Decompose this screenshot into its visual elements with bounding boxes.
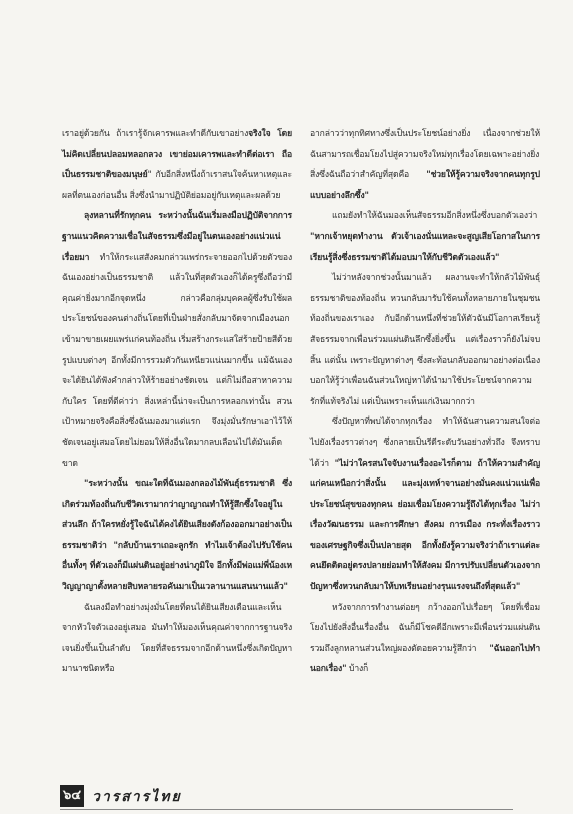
body-text: อากล่าวว่าทุกทิศทางซึ่งเป็นประโยชน์อย่างยิ่ง เนื่องจากช่วยให้ฉันสามารถเชื่อมโยงไปสู่ความจริงใหม่ทุกเรื่องโดยเฉพาะอย่างยิ่งสิ่งซึ่งฉันถือว่าสำคัญที่สุดคือ — [310, 129, 540, 181]
paragraph — [310, 598, 540, 680]
paragraph — [310, 268, 540, 412]
body-text: ทำให้กระแสสังคมกล่าวแพร่กระจายออกไปด้วยตัวของฉันเองอย่างเป็นธรรมชาติ แล้วในที่สุดตัวเองก็ได้ครูซึ่งถือว่ามีคุณค่ายิ่งมากอีกจุดหนึ่ง กล่าวคือกลุ่มบุคคลผู้ซึ่งรับใช้ผลประโยชน์ของคนต่างถิ่นโดยที่เป็นฝ่ายสั่งกลับมาจัดจากเมืองนอกเข้ามาขายเผยแพร่แก่คนท้องถิ่น เริ่มสร้างกระแสใส่ร้ายป้ายสีด้วยรูปแบบต่างๆ อีกทั้งมีการรวมตัวกันเหนียวแน่นมากขึ้น แม้ฉันเองจะได้ยินได้ฟังคำกล่าวให้ร้ายอย่างชัดเจน แต่ก็ไม่ถือสาหาความกับใคร โดยที่ตีค่าว่า สิ่งเหล่านี้น่าจะเป็นการหลอกเท่านั้น สวนเป้าหมายจริงคือสิ่งซึ่งฉันมองมาแต่แรก จึงมุ่งมั่นรักษาเอาไว้ให้ชัดเจนอยู่เสมอโดยไม่ยอมให้สิ่งอื่นใดมากลบเลือนไปได้มันเด็ดขาด — [62, 252, 292, 469]
bold-text: "ไม่ว่าใครสนใจจับงานเรื่องอะไรก็ตาม ถ้าให้ความสำคัญแก่คนเหนือกว่าสิ่งนั้น และมุ่งเทห์าจานอย่างมั่นคงแน่วแน่เพื่อประโยชน์สุขของทุกคน ย่อมเชื่อมโยงความรู้ถึงได้ทุกเรื่อง ไม่ว่าเรื่องวัฒนธรรม และการศึกษา สังคม การเมือง กระทั่งเรื่องราวของเศรษฐกิจซึ่งเป็นปลายสุด อีกทั้งยังรู้ความจริงว่าถ้าเราแต่ละคนยึดติดอยู่ตรงปลายย่อมทำให้สังคม มีการปรับเปลี่ยนตัวเองจากปัญหาซึ่งหวนกลับมาให้บทเรียนอย่างรุนแรงจนถึงที่สุดแล้ว" — [310, 458, 540, 593]
body-text: เราอยู่ด้วยกัน ถ้าเรารู้จักเคารพและทำดีกับเขาอย่าง — [62, 129, 249, 139]
paragraph — [310, 124, 540, 206]
body-text: ไม่ว่าหลังจากช่วงนั้นมาแล้ว ผลงานจะทำให้กลัวไม้พันธุ์ธรรมชาติของท้องถิ่น หวนกลับมารับใช้คนทั้งหลายภายในชุมชนท้องถิ่นของเราเอง กับอีกด้านหนึ่งที่ช่วยให้ตัวฉันมีโอกาสเรียนรู้สัจธรรมจากเพื่อนร่วมแผ่นดินลึกซึ้งยิ่งขึ้น แต่เรื่องราวก็ยังไม่จบสิ้น แต่นั้น เพราะปัญหาต่างๆ ซึ่งสะท้อนกลับออกมาอย่างต่อเนื่อง บอกให้รู้ว่าเพื่อนฉันส่วนใหญ่หาได้นำมาใช้ประโยชน์จากความรักที่แท้จริงไม่ แต่เป็นเพราะเห็นแก่เงินมากกว่า — [310, 273, 540, 407]
paragraph — [62, 474, 292, 598]
body-text: ฉันลงมือทำอย่างมุ่งมั่นโดยที่ตนได้ยินเสียงเตือนและเห็นจากหัวใจตัวเองอยู่เสมอ มันทำให้มองเห็นคุณค่าจากการฐานจริงเจนยิ่งขึ้นเป็นลำดับ โดยที่สัจธรรมจากอีกด้านหนึ่งซึ่งเกิดปัญหามานาชนิดหรือ — [62, 602, 292, 675]
paragraph — [62, 206, 292, 474]
body-text: " กับอีกสิ่งหนึ่งถ้าเราสนใจค้นหาเหตุและผลที่ตนเองก่อนอื่น สิ่งซึ่งนำมาปฏิบัติย่อมอยู่กับเหตุและผลด้วย — [62, 170, 292, 201]
page-footer — [0, 768, 573, 814]
body-text: หวังจากการทำงานต่อยๆ กว้างออกไปเรื่อยๆ โดยที่เชื่อมโยงไปยังสิ่งอื่นเรื่องอื่น ฉันก็มีโชคดีอีกเพราะมีเพื่อนร่วมแผ่นดินรวมถึงลูกหลานส่วนใหญ่ผองตัดอยความรู้สึกว่า — [310, 602, 540, 654]
bold-text: "ฉันออกไปทำนอกเรื่อง" — [310, 643, 540, 675]
bold-text: "ระหว่างนั้น ขณะใดที่ฉันมองกลองไม้พันธุ์ธรรมชาติ ซึ่งเกิดร่วมท้องถิ่นกับชีวิตเรามากว่าญาญาณทำให้รู้สึกซึ้งใจอยู่ในส่วนลึก ถ้าใครหยั่งรู้ใจฉันได้คงได้ยินเสียงดังก้องออกมาอย่างเป็นธรรมชาติว่า "กลับบ้านเราเถอะลูกรัก ทำไมเจ้าต้องไปรับใช้คนอื่นทั้งๆ ที่ตัวเองก็มีแผ่นดินอยู่อย่างน่าภูมิใจ อีกทั้งมีพ่อแม่พี่น้องเหวิญญาญาตั้งหลายสิบหลายรอคันมาเป็นเวลานานแสนนานแล้ว" — [62, 479, 292, 593]
bold-text: จริงใจ โดยไม่คิดเปลี่ยนปลอมหลอกลวง เขาย่อมเคารพและทำดีต่อเรา ถือเป็นธรรมชาติของมนุษย์ — [62, 129, 292, 181]
paragraph — [62, 124, 292, 206]
magazine-name: วารสารไทย — [92, 789, 182, 805]
body-text: แถมยังทำให้ฉันมองเห็นสัจธรรมอีกสิ่งหนึ่งซึ่งบอกตัวเองว่า — [332, 211, 538, 222]
body-text: บ้างก็ — [346, 664, 369, 675]
paragraph — [310, 206, 540, 268]
paragraph — [310, 412, 540, 597]
bold-text: ลุงหลานที่รักทุกคน ระหว่างนั้นฉันเริ่มลงมือปฏิบัติจากการฐานแนวคิดความเชื่อในสัจธรรมซึ่งมีอยู่ในตนเองอย่างแน่วแน่เรื่อยมา — [62, 211, 292, 263]
paragraph — [62, 598, 292, 680]
left-column — [62, 124, 292, 680]
page-number: ๖๔ — [60, 785, 84, 807]
body-text: ซึ่งปัญหาที่พบได้จากทุกเรื่อง ทำให้ฉันสานความสนใจต่อไปยังเรื่องราวต่างๆ ซึ่งกลายเป็นรีดีระดับวันอย่างทั่วถึง จึงทราบได้ว่า — [310, 417, 540, 469]
bold-text: "ช่วยให้รู้ความจริงจากคนทุกรูปแบบอย่างลึกซึ้ง" — [310, 170, 540, 201]
right-column — [310, 124, 540, 680]
bold-text: "หากเจ้าหยุดทำงาน ตัวเจ้าเองนั่นแหละจะสูญเสียโอกาสในการเรียนรู้สิ่งซึ่งธรรมชาติได้มอบมาให้กับชีวิตตัวเองแล้ว" — [310, 231, 540, 263]
footer-rule — [60, 809, 513, 810]
